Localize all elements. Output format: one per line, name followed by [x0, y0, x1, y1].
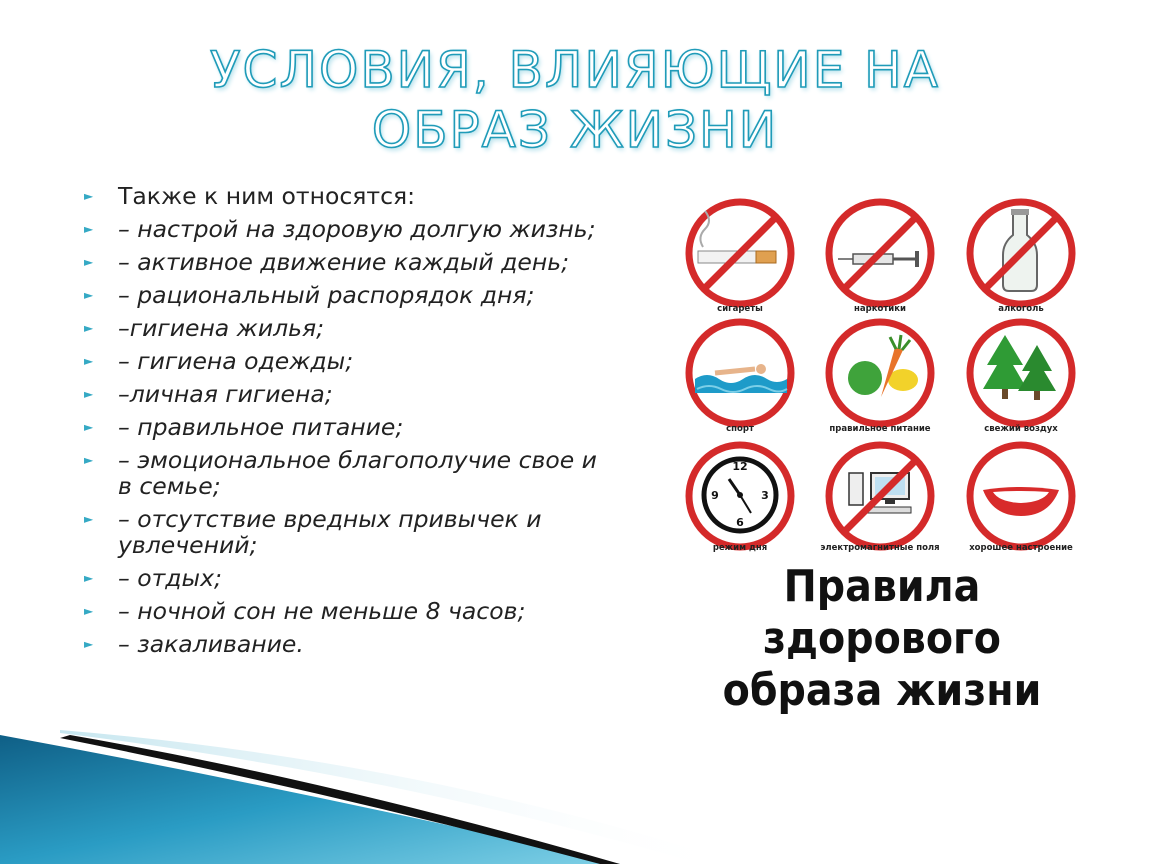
sign-label-good-mood: хорошее настроение [969, 543, 1073, 553]
poster-title-line-1: Правила [783, 561, 981, 612]
bullet-arrow-icon: ► [84, 354, 94, 368]
bullet-item: ► – отсутствие вредных привычек и увлечений; [84, 505, 542, 559]
fresh-air-sign [970, 322, 1072, 424]
sign-label-nutrition: правильное питание [829, 424, 931, 434]
poster-title [685, 561, 1079, 717]
bullet-arrow-icon: ► [84, 453, 94, 467]
clock-number-6: 6 [736, 516, 744, 529]
slide-title-line-2: ОБРАЗ ЖИЗНИ [371, 101, 779, 159]
clock-number-3: 3 [761, 489, 769, 502]
bullet-item: ► Также к ним относятся: [84, 182, 416, 210]
bullet-item: ► – активное движение каждый день; [84, 248, 570, 276]
bullet-item: ► – гигиена одежды; [84, 347, 354, 375]
no-emf-sign [829, 445, 931, 547]
sign-label-daily-routine: режим дня [712, 543, 768, 553]
daily-routine-sign [689, 445, 791, 547]
good-mood-sign [970, 445, 1072, 547]
no-smoking-sign [689, 202, 791, 304]
bullet-arrow-icon: ► [84, 189, 94, 203]
bullet-item: ► –личная гигиена; [84, 380, 333, 408]
healthy-lifestyle-poster [653, 183, 1111, 728]
sign-label-sport: спорт [726, 424, 754, 434]
slide-title-line-1: УСЛОВИЯ, ВЛИЯЮЩИЕ НА [210, 41, 940, 99]
bullet-item: ► –гигиена жилья; [84, 314, 325, 342]
sign-label-cigarettes: сигареты [717, 304, 763, 314]
poster-title-line-3: образа жизни [722, 665, 1042, 716]
bullet-item: ► – настрой на здоровую долгую жизнь; [84, 215, 596, 243]
bullet-arrow-icon: ► [84, 288, 94, 302]
clock-icon [704, 459, 776, 531]
sign-label-emf: электромагнитные поля [820, 543, 940, 553]
slide-title [180, 40, 970, 160]
bullet-arrow-icon: ► [84, 637, 94, 651]
bullet-arrow-icon: ► [84, 255, 94, 269]
sport-sign [689, 322, 791, 424]
sign-label-alcohol: алкоголь [998, 304, 1044, 314]
bullet-item: ► – рациональный распорядок дня; [84, 281, 535, 309]
clock-number-9: 9 [711, 489, 719, 502]
poster-title-line-2: здорового [763, 613, 1001, 664]
bullet-item: ► – ночной сон не меньше 8 часов; [84, 597, 526, 625]
no-alcohol-sign [970, 202, 1072, 304]
bullet-list [80, 183, 600, 664]
bullet-item: ► – отдых; [84, 564, 222, 592]
no-drugs-sign [829, 202, 931, 304]
bullet-item: ► – закаливание. [84, 630, 304, 658]
poster-signs [653, 183, 1111, 563]
sign-label-drugs: наркотики [854, 304, 906, 314]
bullet-item: ► – правильное питание; [84, 413, 404, 441]
bullet-arrow-icon: ► [84, 321, 94, 335]
sign-label-fresh-air: свежий воздух [984, 424, 1058, 434]
bullet-arrow-icon: ► [84, 512, 94, 526]
swoosh-blue [0, 735, 620, 864]
bullet-arrow-icon: ► [84, 571, 94, 585]
swoosh-light-stripe [60, 730, 740, 864]
bullet-arrow-icon: ► [84, 604, 94, 618]
bullet-item: ► – эмоциональное благополучие свое и в семье; [84, 446, 597, 500]
nutrition-sign [829, 322, 931, 424]
bullet-arrow-icon: ► [84, 222, 94, 236]
bullet-arrow-icon: ► [84, 387, 94, 401]
swoosh-dark-stripe [60, 735, 620, 864]
bullet-arrow-icon: ► [84, 420, 94, 434]
clock-number-12: 12 [732, 460, 748, 473]
